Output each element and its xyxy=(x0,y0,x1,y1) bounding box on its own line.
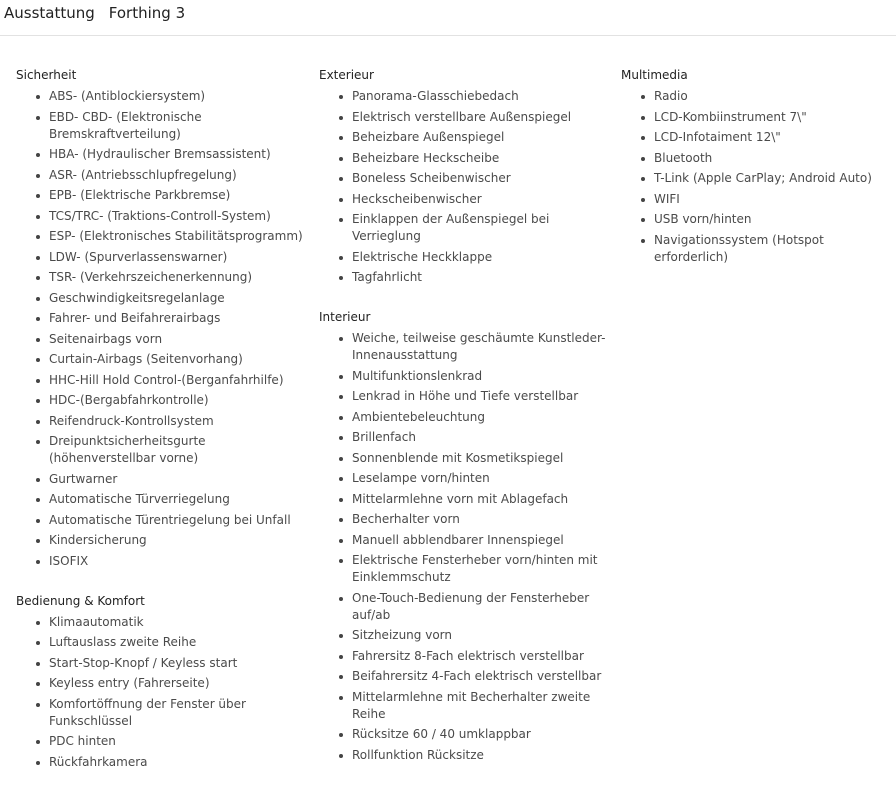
column-1 xyxy=(16,67,304,794)
equipment-section xyxy=(319,309,609,764)
list-item: LDW- (Spurverlassenswarner) xyxy=(16,249,304,266)
list-item: WIFI xyxy=(621,191,891,208)
list-item: Seitenairbags vorn xyxy=(16,331,304,348)
page-header xyxy=(0,0,896,36)
section-title: Multimedia xyxy=(621,68,688,82)
list-item: Gurtwarner xyxy=(16,471,304,488)
list-item: Keyless entry (Fahrerseite) xyxy=(16,675,304,692)
list-item: Elektrische Fensterheber vorn/hinten mit Einklemmschutz xyxy=(319,552,609,586)
list-item: Einklappen der Außenspiegel bei Verrieglung xyxy=(319,211,609,245)
list-item: Rücksitze 60 / 40 umklappbar xyxy=(319,726,609,743)
section-title: Exterieur xyxy=(319,68,374,82)
list-item: ABS- (Antiblockiersystem) xyxy=(16,88,304,105)
list-item: Manuell abblendbarer Innenspiegel xyxy=(319,532,609,549)
list-item: TSR- (Verkehrszeichenerkennung) xyxy=(16,269,304,286)
list-item: Fahrer- und Beifahrerairbags xyxy=(16,310,304,327)
list-item: Beheizbare Außenspiegel xyxy=(319,129,609,146)
list-item: One-Touch-Bedienung der Fensterheber auf/ab xyxy=(319,590,609,624)
equipment-list xyxy=(319,330,609,764)
list-item: HBA- (Hydraulischer Bremsassistent) xyxy=(16,146,304,163)
list-item: Geschwindigkeitsregelanlage xyxy=(16,290,304,307)
list-item: Rückfahrkamera xyxy=(16,754,304,771)
list-item: Start-Stop-Knopf / Keyless start xyxy=(16,655,304,672)
list-item: ESP- (Elektronisches Stabilitätsprogramm) xyxy=(16,228,304,245)
list-item: Brillenfach xyxy=(319,429,609,446)
list-item: Ambientebeleuchtung xyxy=(319,409,609,426)
list-item: Tagfahrlicht xyxy=(319,269,609,286)
list-item: USB vorn/hinten xyxy=(621,211,891,228)
list-item: Kindersicherung xyxy=(16,532,304,549)
equipment-section xyxy=(621,67,891,266)
section-title: Interieur xyxy=(319,310,371,324)
list-item: Reifendruck-Kontrollsystem xyxy=(16,413,304,430)
equipment-section xyxy=(16,593,304,771)
equipment-list xyxy=(16,614,304,771)
list-item: TCS/TRC- (Traktions-Controll-System) xyxy=(16,208,304,225)
list-item: HHC-Hill Hold Control-(Berganfahrhilfe) xyxy=(16,372,304,389)
list-item: Becherhalter vorn xyxy=(319,511,609,528)
column-3 xyxy=(621,67,891,289)
list-item: Sitzheizung vorn xyxy=(319,627,609,644)
list-item: Elektrisch verstellbare Außenspiegel xyxy=(319,109,609,126)
equipment-list xyxy=(319,88,609,286)
list-item: Rollfunktion Rücksitze xyxy=(319,747,609,764)
list-item: Multifunktionslenkrad xyxy=(319,368,609,385)
list-item: Fahrersitz 8-Fach elektrisch verstellbar xyxy=(319,648,609,665)
list-item: Sonnenblende mit Kosmetikspiegel xyxy=(319,450,609,467)
list-item: Bluetooth xyxy=(621,150,891,167)
list-item: Luftauslass zweite Reihe xyxy=(16,634,304,651)
model-name: Forthing 3 xyxy=(108,4,186,22)
equipment-section xyxy=(16,67,304,570)
section-title: Bedienung & Komfort xyxy=(16,593,145,608)
page-title: Ausstattung xyxy=(4,4,95,22)
list-item: Mittelarmlehne mit Becherhalter zweite Reihe xyxy=(319,689,609,723)
section-title: Sicherheit xyxy=(16,68,77,82)
list-item: Beheizbare Heckscheibe xyxy=(319,150,609,167)
list-item: Radio xyxy=(621,88,891,105)
list-item: Automatische Türentriegelung bei Unfall xyxy=(16,512,304,529)
list-item: Automatische Türverriegelung xyxy=(16,491,304,508)
list-item: Elektrische Heckklappe xyxy=(319,249,609,266)
list-item: Panorama-Glasschiebedach xyxy=(319,88,609,105)
list-item: Beifahrersitz 4-Fach elektrisch verstellbar xyxy=(319,668,609,685)
list-item: Leselampe vorn/hinten xyxy=(319,470,609,487)
list-item: Klimaautomatik xyxy=(16,614,304,631)
list-item: ASR- (Antriebsschlupfregelung) xyxy=(16,167,304,184)
list-item: PDC hinten xyxy=(16,733,304,750)
equipment-list xyxy=(16,88,304,570)
list-item: EPB- (Elektrische Parkbremse) xyxy=(16,187,304,204)
list-item: ISOFIX xyxy=(16,553,304,570)
equipment-section xyxy=(319,67,609,286)
list-item: Lenkrad in Höhe und Tiefe verstellbar xyxy=(319,388,609,405)
list-item: Komfortöffnung der Fenster über Funkschlüssel xyxy=(16,696,304,730)
list-item: Boneless Scheibenwischer xyxy=(319,170,609,187)
list-item: LCD-Kombiinstrument 7\" xyxy=(621,109,891,126)
list-item: Heckscheibenwischer xyxy=(319,191,609,208)
column-2 xyxy=(319,67,609,787)
list-item: Dreipunktsicherheitsgurte (höhenverstellbar vorne) xyxy=(16,433,304,467)
list-item: Weiche, teilweise geschäumte Kunstleder-Innenausstattung xyxy=(319,330,609,364)
equipment-list xyxy=(621,88,891,266)
list-item: T-Link (Apple CarPlay; Android Auto) xyxy=(621,170,891,187)
list-item: EBD- CBD- (Elektronische Bremskraftverteilung) xyxy=(16,109,304,143)
list-item: LCD-Infotaiment 12\" xyxy=(621,129,891,146)
list-item: Navigationssystem (Hotspot erforderlich) xyxy=(621,232,891,266)
list-item: Mittelarmlehne vorn mit Ablagefach xyxy=(319,491,609,508)
list-item: Curtain-Airbags (Seitenvorhang) xyxy=(16,351,304,368)
list-item: HDC-(Bergabfahrkontrolle) xyxy=(16,392,304,409)
